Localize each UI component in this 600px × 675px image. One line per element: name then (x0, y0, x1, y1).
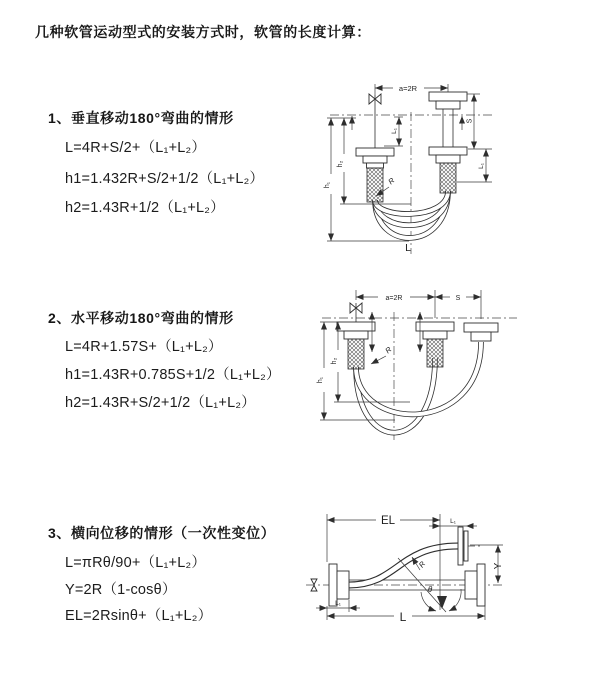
braided-hose-section (367, 168, 383, 202)
section3-formula-Y: Y=2R（1-cosθ） (65, 582, 177, 598)
braided-hose-section (440, 163, 456, 193)
section2-formula-L: L=4R+1.57S+（L₁+L₂） (65, 339, 223, 355)
middle-pipe-assembly (416, 322, 454, 367)
page-title: 几种软管运动型式的安装方式时，软管的长度计算： (35, 24, 371, 40)
dim-label-l1-left: L₁ (391, 128, 398, 134)
flange-hub (464, 531, 468, 561)
left-pipe-assembly (337, 303, 375, 369)
length-label: L (405, 242, 411, 254)
dim-label-s: S (466, 118, 474, 124)
dim-label-h2: h₂ (331, 357, 338, 365)
section2-formula-h2: h2=1.43R+S/2+1/2（L₁+L₂） (65, 395, 256, 411)
dim-label-l1-bottom: L₁ (335, 600, 341, 607)
s-curved-hose (311, 527, 468, 606)
radius-label: R (416, 559, 428, 570)
dim-label-h1: h₁ (324, 181, 331, 189)
dim-label-h2: h₂ (337, 160, 344, 168)
dim-label-l1-right: L₁ (478, 163, 485, 169)
right-pipe-assembly (429, 92, 467, 193)
dim-label-el: EL (380, 515, 396, 527)
centerlines (330, 112, 492, 254)
diagram-lateral-displacement (300, 502, 600, 660)
dimension-lines (324, 84, 492, 254)
dimension-lines (316, 514, 504, 624)
right-pipe-assembly (464, 323, 498, 341)
length-label: L (399, 610, 407, 624)
section3-formula-L: L=πRθ/90+（L₁+L₂） (65, 555, 207, 571)
diagram-horizontal-180-bend (315, 282, 590, 454)
section3-formula-EL: EL=2Rsinθ+（L₁+L₂） (65, 608, 213, 624)
section1-heading: 1、垂直移动180°弯曲的情形 (48, 110, 234, 126)
diagram-vertical-180-bend (312, 68, 498, 260)
section1-formula-h2: h2=1.43R+1/2（L₁+L₂） (65, 200, 225, 216)
section3-heading: 3、横向位移的情形（一次性变位） (48, 525, 276, 541)
dim-label-h1: h₁ (317, 376, 324, 384)
flange (458, 527, 463, 565)
radius-label: R (386, 175, 397, 187)
braided-hose-section (348, 339, 364, 369)
dim-label-l1-top: L₁ (450, 518, 456, 525)
flange (477, 564, 485, 606)
flange-hub (337, 571, 349, 599)
hose-bends (375, 191, 448, 238)
section2-formula-h1: h1=1.43R+0.785S+1/2（L₁+L₂） (65, 367, 281, 383)
flange-hub (465, 571, 477, 599)
dim-label-s: S (455, 295, 461, 302)
dim-label-a2r: a=2R (398, 84, 418, 93)
angle-marker-icon (437, 596, 447, 609)
braided-hose-section (427, 339, 443, 367)
dim-label-y: Y (493, 562, 504, 570)
dim-label-a2r: a=2R (385, 295, 403, 302)
section1-formula-h1: h1=1.432R+S/2+1/2（L₁+L₂） (65, 171, 265, 187)
dim-label-theta: θ (427, 585, 433, 594)
section1-formula-L: L=4R+S/2+（L₁+L₂） (65, 140, 207, 156)
radius-label: R (383, 344, 394, 356)
hose-bends (356, 342, 481, 433)
section2-heading: 2、水平移动180°弯曲的情形 (48, 310, 234, 326)
